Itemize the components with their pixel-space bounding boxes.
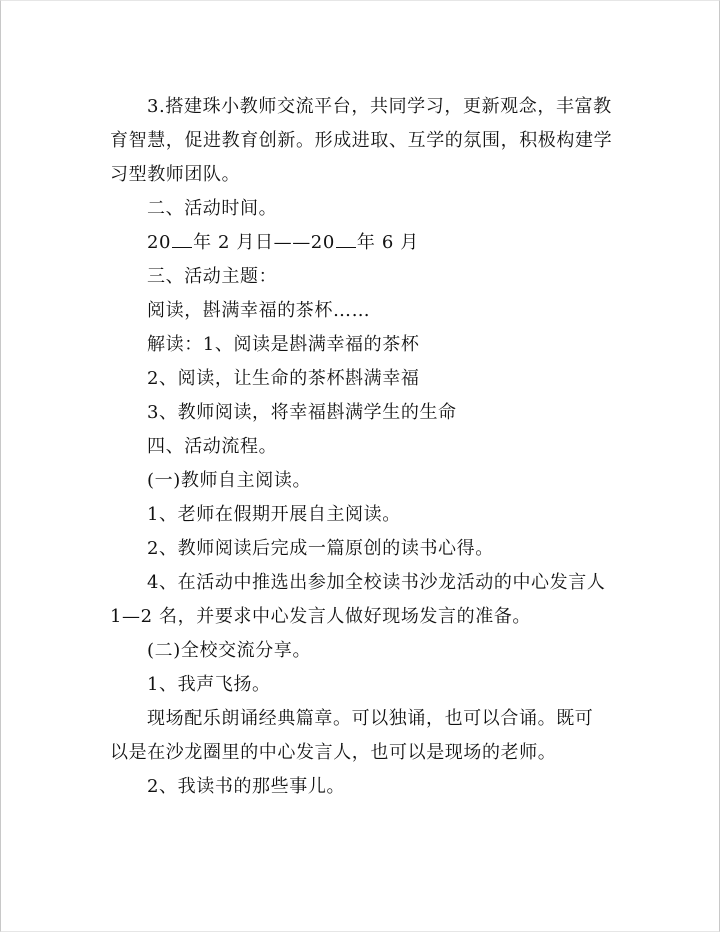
self-reading-item-4-line-2: 1—2 名，并要求中心发言人做好现场发言的准备。 (110, 606, 532, 627)
heading-activity-theme: 三、活动主题： (147, 266, 278, 287)
sharing-item-1: 1、我声飞扬。 (147, 674, 271, 695)
document-body (110, 90, 615, 804)
paragraph-goal-3-line-3: 习型教师团队。 (110, 164, 241, 185)
heading-activity-process: 四、活动流程。 (147, 436, 278, 457)
blank-underline (172, 231, 192, 248)
self-reading-item-1: 1、老师在假期开展自主阅读。 (147, 504, 401, 525)
blank-underline (336, 231, 356, 248)
heading-activity-time: 二、活动时间。 (147, 198, 278, 219)
theme-interpretation-1: 解读：1、阅读是斟满幸福的茶杯 (147, 334, 420, 355)
sharing-item-2: 2、我读书的那些事儿。 (147, 776, 346, 797)
sharing-item-1-desc-line-2: 以是在沙龙圈里的中心发言人，也可以是现场的老师。 (110, 742, 557, 763)
section-self-reading: (一)教师自主阅读。 (147, 470, 312, 491)
theme-interpretation-2: 2、阅读，让生命的茶杯斟满幸福 (147, 368, 420, 389)
section-school-sharing: (二)全校交流分享。 (147, 640, 312, 661)
activity-time-range (110, 226, 615, 260)
time-end: 年 6 月 (356, 232, 419, 253)
paragraph-goal-3-line-2: 育智慧，促进教育创新。形成进取、互学的氛围，积极构建学 (110, 130, 613, 151)
paragraph-goal-3-line-1: 3.搭建珠小教师交流平台，共同学习，更新观念，丰富教 (147, 96, 612, 117)
time-middle: 年 2 月日——20 (193, 232, 335, 253)
time-year-start: 20 (147, 232, 172, 253)
activity-theme: 阅读，斟满幸福的茶杯…… (147, 300, 371, 321)
self-reading-item-4-line-1: 4、在活动中推选出参加全校读书沙龙活动的中心发言人 (147, 572, 606, 593)
theme-interpretation-3: 3、教师阅读，将幸福斟满学生的生命 (147, 402, 457, 423)
self-reading-item-2: 2、教师阅读后完成一篇原创的读书心得。 (147, 538, 494, 559)
sharing-item-1-desc-line-1: 现场配乐朗诵经典篇章。可以独诵，也可以合诵。既可 (147, 708, 594, 729)
